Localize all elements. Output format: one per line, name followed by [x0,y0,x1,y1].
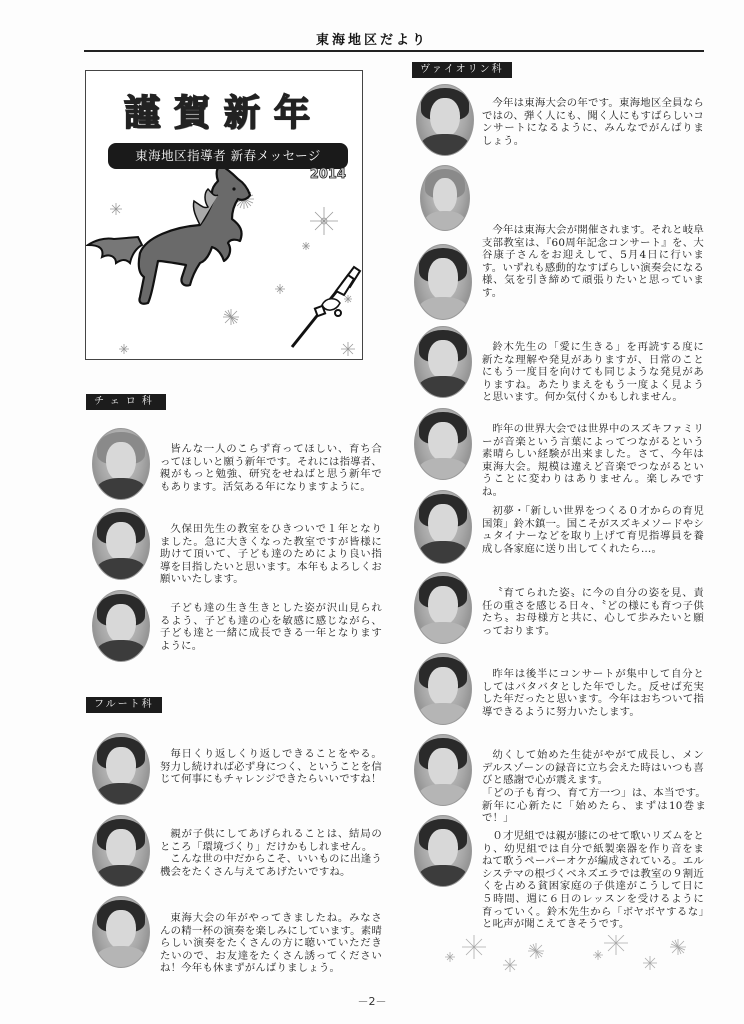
teacher-message: 昨年の世界大会では世界中のスズキファミリーが音楽という言葉によってつながるという素晴らしい経験が出来ました。さて、今年は東海大会。規模は違えど音楽でつながるということに変わりはありません。楽しみですね。 [482,423,704,498]
new-year-greeting-box [85,70,363,360]
teacher-photo [414,408,472,480]
teacher-message: 今年は東海大会の年です。東海地区全員ならではの、弾く人にも、聞く人にもすばらしいコンサートになるように、みんなでがんばりましょう。 [482,97,704,147]
teacher-photo [414,244,472,320]
teacher-message-continued: こんな世の中だからこそ、いいものに出逢う機会をたくさん与えてあげたいですね。 [160,853,382,878]
teacher-photo [92,428,150,500]
header-divider [84,50,704,52]
teacher-message: 皆んな一人のこらず育ってほしい、育ち合ってほしいと願う新年です。それには指導者、親がもっと勉強、研究をせねばと思う新年でもあります。活気ある年になりますように。 [160,443,382,493]
teacher-photo [414,572,472,644]
section-label-violin: ヴァイオリン科 [412,62,512,78]
teacher-message: 久保田先生の教室をひきついで１年となりました。急に大きくなった教室ですが皆様に助けて頂いて、子ども達のためにより良い指導を目指したいと思います。本年もよろしくお願いいたします。 [160,523,382,586]
teacher-photo [92,896,150,968]
teacher-message: 東海大会の年がやってきましたね。みなさんの精一杯の演奏を楽しみにしています。素晴らしい演奏をたくさんの方に聴いていただきたいので、お友達をたくさん誘ってくださいね！今年も休まずがんばりましょう。 [160,912,382,975]
teacher-photo [414,490,472,564]
teacher-photo [92,508,150,580]
teacher-message: 初夢・「新しい世界をつくる０才からの育児国策」鈴木鎮一。国こそがスズキメソードやシュタイナーなどを取り上げて育児指導員を養成し各家庭に送り出してくれたら…。 [482,505,704,555]
sparkle-decoration-icon [440,935,700,985]
section-label-flute: フルート科 [86,697,162,713]
teacher-message: 〝育てられた姿〟に今の自分の姿を見、責任の重さを感じる日々、〝どの様にも育つ子供たち〟お母様方と共に、心して歩みたいと願っております。 [482,587,704,637]
teacher-message: 今年は東海大会が開催されます。それと岐阜支部教室は、『60周年記念コンサート』を、大谷康子さんをお迎えして、5月4日に行います。いずれも感動的なすばらしい演奏会になる様、気を引き締めて頑張りたいと思っています。 [482,224,704,299]
teacher-photo [92,733,150,805]
page-number: －2－ [357,995,387,1008]
greeting-banner: 東海地区指導者 新春メッセージ [108,143,348,169]
newsletter-header-title: 東海地区だより [315,33,428,48]
teacher-photo [92,590,150,662]
teacher-message: ０才児組では親が膝にのせて歌いリズムをとり、幼児組では自分で紙製楽器を作り音をまねて歌うペーパーオケが編成されている。エルシステマの根づくベネズエラでは教室の９割近くを占める貧困家庭の子供達がこうして日に５時間、週に６日のレッスンを受けるように育っていく。鈴木先生から「ボヤボヤするな」と叱声が聞こえてきそうです。 [482,830,704,931]
teacher-message-continued: 「どの子も育つ、育て方一つ」は、本当です。新年に心新たに「始めたら、まずは10巻まで！」 [482,787,706,825]
teacher-photo [414,326,472,398]
greeting-title: 謹賀新年 [123,92,324,134]
teacher-message: 毎日くり返しくり返しできることをやる。努力し続ければ必ず身につく、ということを信じて何事にもチャレンジできたらいいですね！ [160,748,382,786]
greeting-year: 2014 [309,167,346,182]
teacher-message: 昨年は後半にコンサートが集中して自分としてはバタバタとした年でした。反せば充実した年だったと思います。今年はおちついて指導できるように努力いたします。 [482,668,704,718]
teacher-message: 親が子供にしてあげられることは、結局のところ「環境づくり」だけかもしれません。 [160,828,382,853]
teacher-photo [414,815,472,887]
teacher-photo [414,653,472,725]
teacher-message: 幼くして始めた生徒がやがて成長し、メンデルスゾーンの録音に立ち会えた時はいつも喜びと感謝で心が震えます。 [482,749,704,787]
horse-icon [88,165,250,304]
section-label-cello: チェロ科 [86,394,166,410]
teacher-photo [416,84,474,156]
teacher-photo [420,165,470,231]
arrow-icon [292,267,360,347]
teacher-photo [92,815,150,887]
teacher-photo [414,734,472,806]
teacher-message: 鈴木先生の「愛に生きる」を再読する度に新たな理解や発見がありますが、日常のことにもう一度目を向けても同じような発見がありますね。あたりまえをもう一度よく見ようと思います。何か気付くかもしれません。 [482,341,704,404]
teacher-message: 子ども達の生き生きとした姿が沢山見られるよう、子ども達の心を敏感に感じながら、子ども達と一緒に成長できる一年となりますように。 [160,602,382,652]
